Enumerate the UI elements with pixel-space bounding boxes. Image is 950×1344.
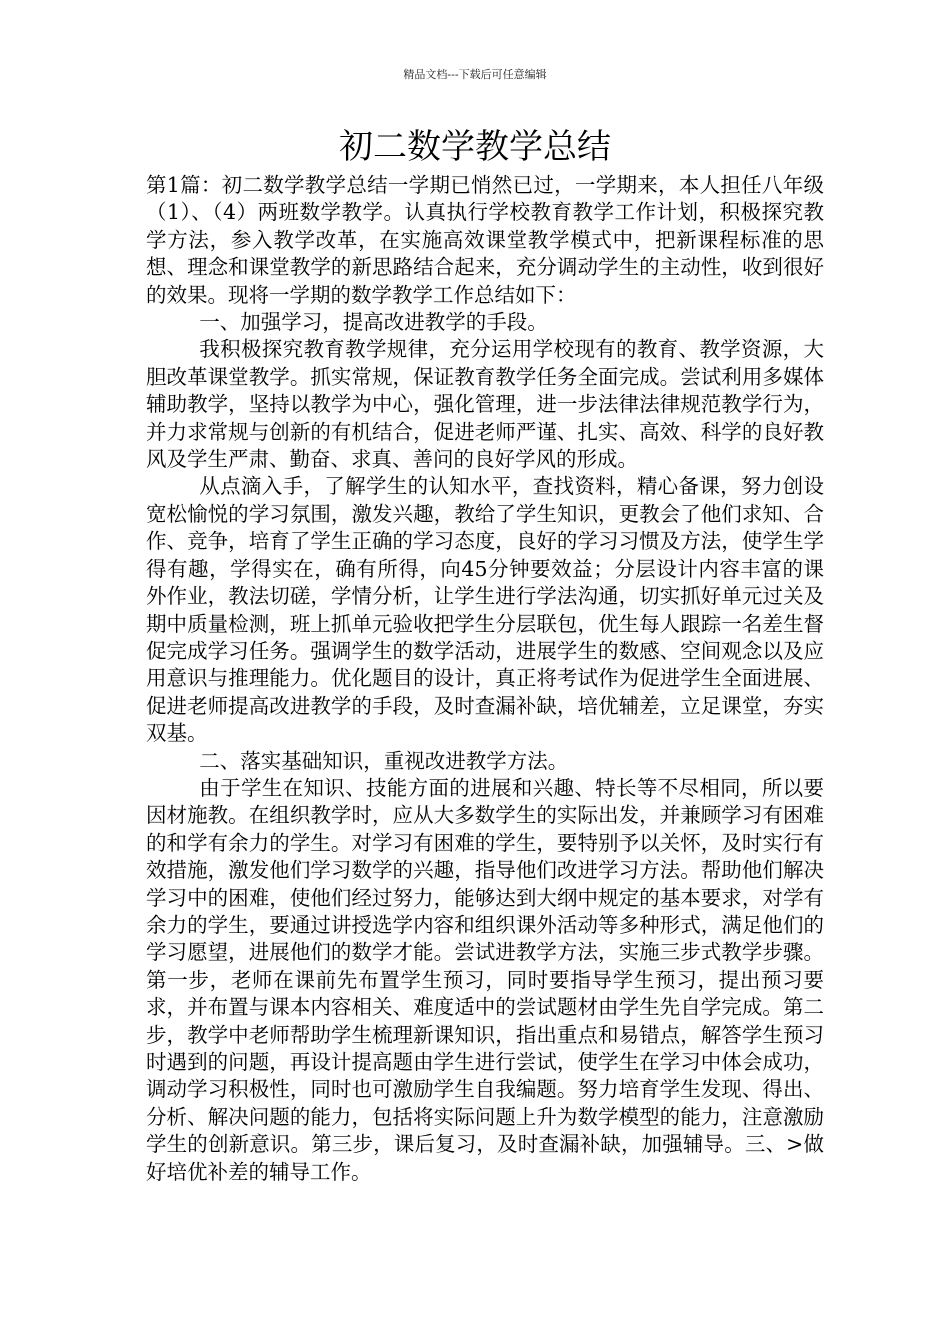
intro-paragraph: 第1篇：初二数学教学总结一学期已悄然已过，一学期来，本人担任八年级（1）、（4）两班数学教学。认真执行学校教育教学工作计划，积极探究教学方法，参入教学改革，在实施高效课堂教学模式中，把新课程标准的思想、理念和课堂教学的新思路结合起来，充分调动学生的主动性，收到很好的效果。现将一学期的数学教学工作总结如下： [146,173,824,307]
body-paragraph: 从点滴入手，了解学生的认知水平，查找资料，精心备课，努力创设宽松愉悦的学习氛围，激发兴趣，教给了学生知识，更教会了他们求知、合作、竞争，培育了学生正确的学习态度，良好的学习习惯及方法，使学生学得有趣，学得实在，确有所得，向45分钟要效益；分层设计内容丰富的课外作业，教法切磋，学情分析，让学生进行学法沟通，切实抓好单元过关及期中质量检测，班上抓单元验收把学生分层联包，优生每人跟踪一名差生督促完成学习任务。强调学生的数学活动，进展学生的数感、空间观念以及应用意识与推理能力。优化题目的设计，真正将考试作为促进学生全面进展、促进老师提高改进教学的手段，及时查漏补缺，培优辅差，立足课堂，夯实双基。 [146,474,824,746]
body-paragraph: 由于学生在知识、技能方面的进展和兴趣、特长等不尽相同，所以要因材施教。在组织教学时，应从大多数学生的实际出发，并兼顾学习有困难的和学有余力的学生。对学习有困难的学生，要特别予以关怀，及时实行有效措施，激发他们学习数学的兴趣，指导他们改进学习方法。帮助他们解决学习中的困难，使他们经过努力，能够达到大纲中规定的基本要求，对学有余力的学生，要通过讲授选学内容和组织课外活动等多种形式，满足他们的学习愿望，进展他们的数学才能。尝试进教学方法，实施三步式教学步骤。第一步，老师在课前先布置学生预习，同时要指导学生预习，提出预习要求，并布置与课本内容相关、难度适中的尝试题材由学生先自学完成。第二步，教学中老师帮助学生梳理新课知识，指出重点和易错点，解答学生预习时遇到的问题，再设计提高题由学生进行尝试，使学生在学习中体会成功，调动学习积极性，同时也可激励学生自我编题。努力培育学生发现、得出、分析、解决问题的能力，包括将实际问题上升为数学模型的能力，注意激励学生的创新意识。第三步，课后复习，及时查漏补缺，加强辅导。三、>做好培优补差的辅导工作。 [146,775,824,1184]
section-heading-1: 一、加强学习，提高改进教学的手段。 [199,310,548,335]
page-header-note: 精品文档---下载后可任意编辑 [403,68,547,81]
section-heading-2: 二、落实基础知识，重视改进教学方法。 [199,748,569,773]
body-paragraph: 我积极探究教育教学规律，充分运用学校现有的教育、教学资源，大胆改革课堂教学。抓实常规，保证教育教学任务全面完成。尝试利用多媒体辅助教学，坚持以教学为中心，强化管理，进一步法律法律规范教学行为，并力求常规与创新的有机结合，促进老师严谨、扎实、高效、科学的良好教风及学生严肃、勤奋、求真、善问的良好学风的形成。 [146,337,824,472]
document-title: 初二数学教学总结 [339,127,611,167]
document-body [146,172,824,1186]
